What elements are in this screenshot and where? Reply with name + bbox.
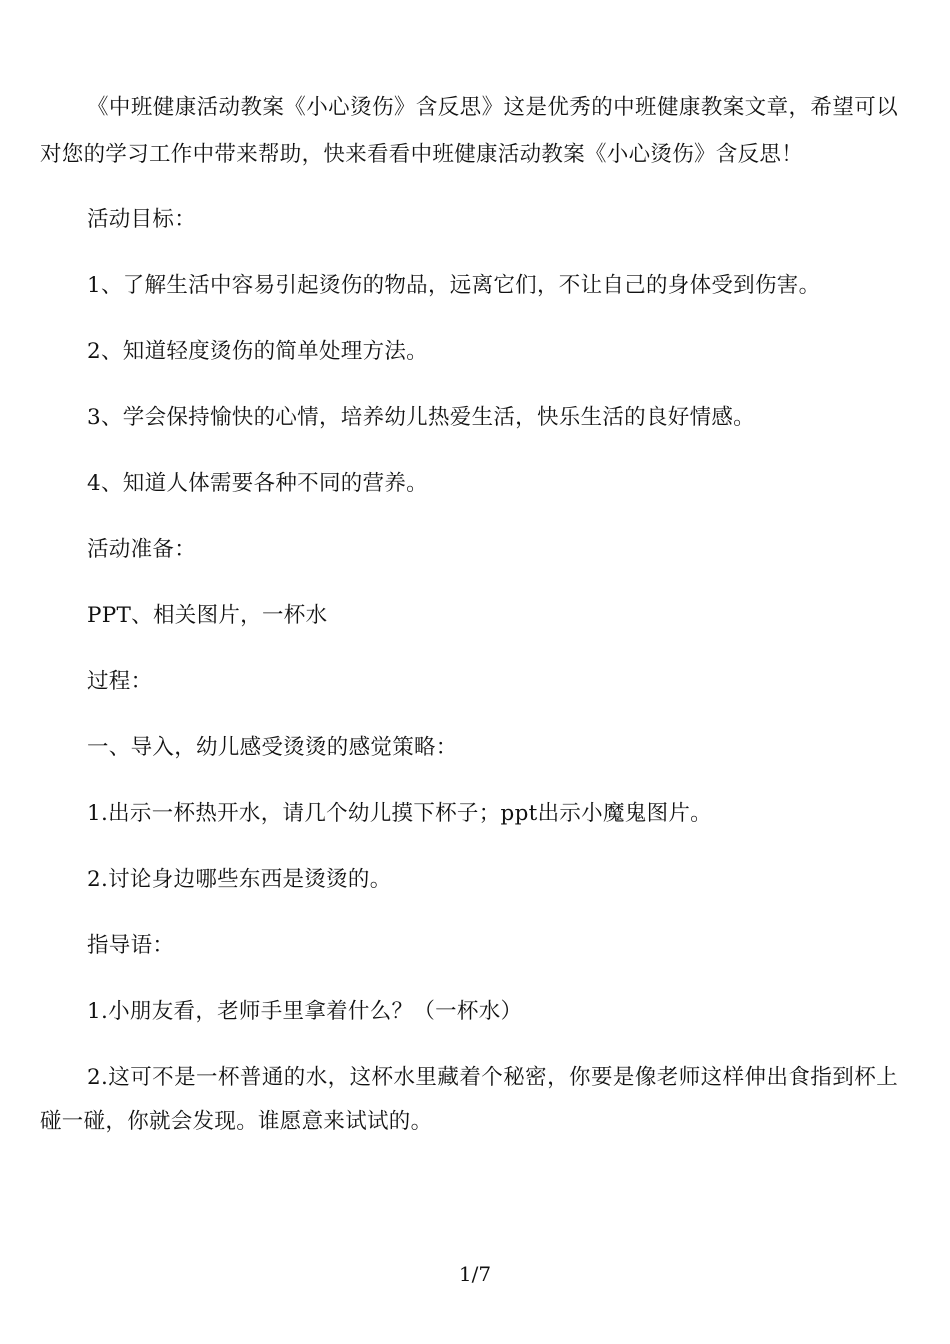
goal-item-1: 1、了解生活中容易引起烫伤的物品，远离它们，不让自己的身体受到伤害。 [87,273,821,298]
heading-process: 过程： [87,669,153,694]
document-body [40,84,898,1166]
strategy-item-1: 1.出示一杯热开水，请几个幼儿摸下杯子；ppt出示小魔鬼图片。 [87,801,712,826]
page-number: 1/7 [458,1262,492,1286]
prep-materials: PPT、相关图片，一杯水 [87,603,328,628]
heading-activity-prep: 活动准备： [87,537,197,562]
strategy-item-2: 2.讨论身边哪些东西是烫烫的。 [87,867,392,892]
process-step-intro: 一、导入，幼儿感受烫烫的感觉策略： [87,735,458,760]
goal-item-2: 2、知道轻度烫伤的简单处理方法。 [87,339,428,364]
heading-activity-goals: 活动目标： [87,207,197,232]
goal-item-4: 4、知道人体需要各种不同的营养。 [87,471,428,496]
guidance-item-1: 1.小朋友看，老师手里拿着什么？（一杯水） [87,999,523,1024]
intro-paragraph: 《中班健康活动教案《小心烫伤》含反思》这是优秀的中班健康教案文章，希望可以对您的学习工作中带来帮助，快来看看中班健康活动教案《小心烫伤》含反思！ [40,95,898,167]
guidance-item-2: 2.这可不是一杯普通的水，这杯水里藏着个秘密，你要是像老师这样伸出食指到杯上碰一碰，你就会发现。谁愿意来试试的。 [40,1065,898,1134]
heading-guidance: 指导语： [87,933,175,958]
goal-item-3: 3、学会保持愉快的心情，培养幼儿热爱生活，快乐生活的良好情感。 [87,405,755,430]
